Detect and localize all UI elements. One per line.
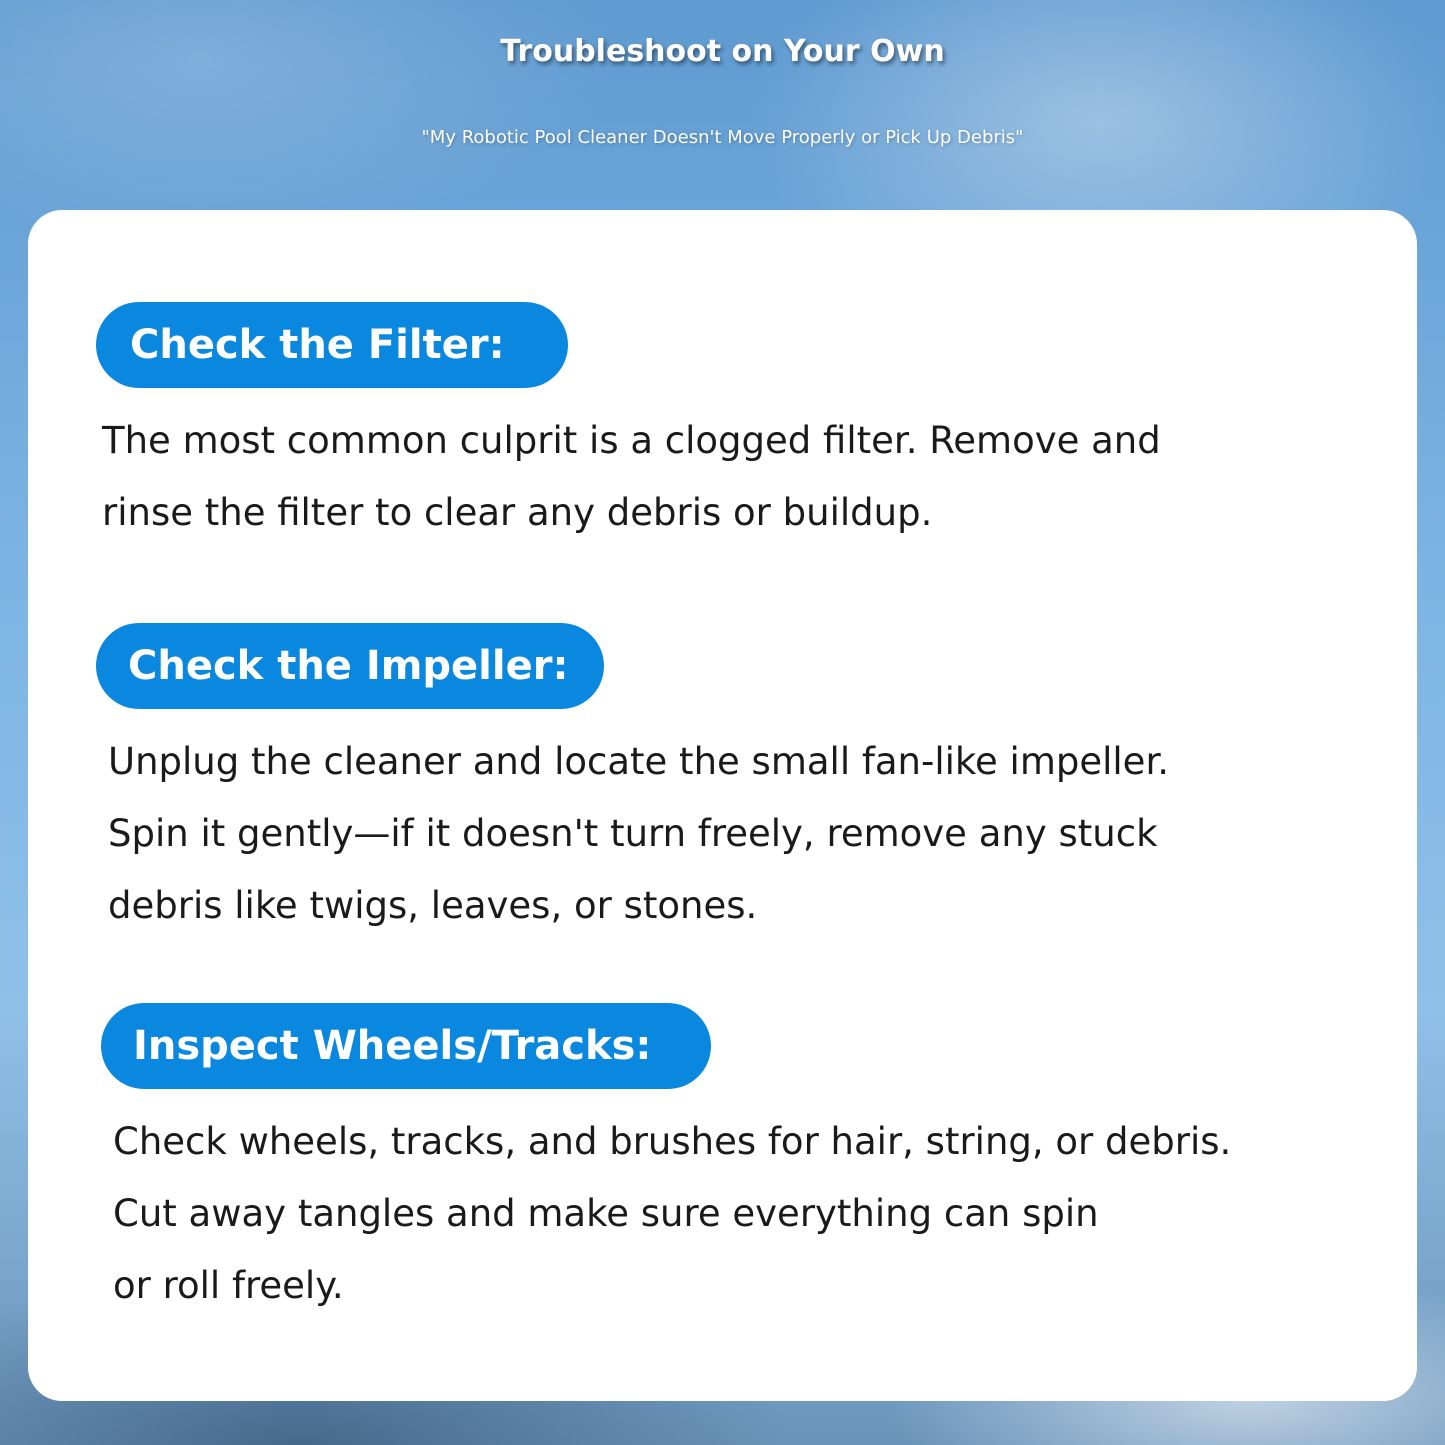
page-header	[0, 0, 1445, 200]
section-text-filter	[102, 405, 1161, 549]
text-line: The most common culprit is a clogged filter. Remove and	[102, 419, 1161, 462]
page-subtitle: "My Robotic Pool Cleaner Doesn't Move Properly or Pick Up Debris"	[421, 127, 1024, 148]
text-line: Spin it gently—if it doesn't turn freely, remove any stuck	[108, 812, 1158, 855]
text-line: Check wheels, tracks, and brushes for hair, string, or debris.	[113, 1120, 1232, 1163]
text-line: Cut away tangles and make sure everything can spin	[113, 1192, 1099, 1235]
content-card	[28, 210, 1417, 1401]
section-heading-impeller: Check the Impeller:	[96, 623, 604, 709]
page-title: Troubleshoot on Your Own	[500, 34, 945, 69]
text-line: debris like twigs, leaves, or stones.	[108, 884, 758, 927]
text-line: or roll freely.	[113, 1264, 344, 1307]
text-line: rinse the filter to clear any debris or buildup.	[102, 491, 933, 534]
section-heading-wheels: Inspect Wheels/Tracks:	[101, 1003, 711, 1089]
section-heading-filter: Check the Filter:	[96, 302, 568, 388]
section-text-wheels	[113, 1106, 1231, 1322]
section-text-impeller	[108, 726, 1169, 942]
text-line: Unplug the cleaner and locate the small fan-like impeller.	[108, 740, 1170, 783]
